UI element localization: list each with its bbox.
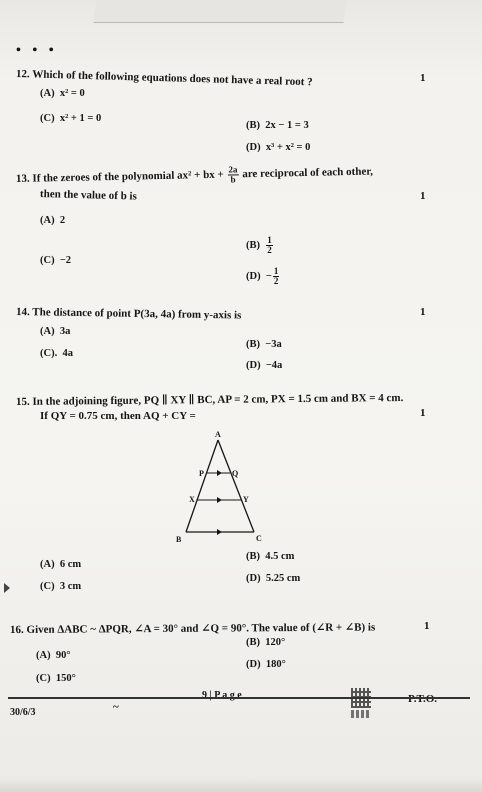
margin-mark xyxy=(4,583,10,593)
footer-rule xyxy=(8,697,470,699)
option-b: (B) −3a xyxy=(246,339,282,350)
question-number: 16. xyxy=(9,623,24,636)
question-number: 12. xyxy=(15,68,30,81)
question-12 xyxy=(16,68,313,89)
question-text: Which of the following equations does not have a real root ? xyxy=(32,68,313,89)
option-d: (D) − $\frac{1}{2}$ xyxy=(246,266,279,286)
option-a: (A) x² = 0 xyxy=(40,88,85,99)
question-text: Given ΔABC ~ ΔPQR, ∠A = 30° and ∠Q = 90°. The value of (∠R + ∠B) is xyxy=(26,621,376,636)
option-a: (A) 6 cm xyxy=(40,559,82,570)
question-13-line2: then the value of b is xyxy=(39,188,138,203)
option-a: (A) 90° xyxy=(36,650,71,661)
question-15-line2: If QY = 0.75 cm, then AQ + CY = xyxy=(40,410,196,422)
question-number: 15. xyxy=(15,395,30,408)
option-a: (A) 3a xyxy=(40,326,71,337)
paper-code: 30/6/3 xyxy=(10,707,36,718)
marks: 1 xyxy=(420,72,426,84)
label-c: C xyxy=(256,534,262,543)
question-14 xyxy=(16,306,242,323)
option-b: (B) 4.5 cm xyxy=(246,551,295,562)
option-c: (C) 150° xyxy=(36,673,76,684)
label-x: X xyxy=(189,495,195,504)
option-c: (C) x² + 1 = 0 xyxy=(40,113,102,124)
question-number: 13. xyxy=(15,172,30,186)
option-d: (D) 5.25 cm xyxy=(246,573,301,584)
qr-code-bottom xyxy=(351,710,371,718)
question-text: If the zeroes of the polynomial ax² + bx + xyxy=(32,168,224,185)
page-bottom-shadow xyxy=(0,778,482,792)
question-number: 14. xyxy=(15,306,30,319)
bullet-dots: • • • xyxy=(16,43,58,58)
page-number: 9 | P a g e xyxy=(202,690,242,701)
option-c: (C) 3 cm xyxy=(40,581,82,592)
option-a: (A) 2 xyxy=(40,215,66,226)
marks: 1 xyxy=(420,190,426,202)
question-16 xyxy=(10,621,375,637)
marks: 1 xyxy=(420,407,426,419)
page-top-edge xyxy=(93,0,346,23)
tilde-mark: ~ xyxy=(113,701,119,713)
question-text-cont: are reciprocal of each other, xyxy=(242,165,374,181)
marks: 1 xyxy=(420,306,426,318)
option-d: (D) 180° xyxy=(246,659,286,670)
fraction: $\frac{2a}{b}$ xyxy=(228,164,238,185)
pto-label: P.T.O. xyxy=(408,693,438,705)
triangle-figure xyxy=(170,428,280,546)
question-15 xyxy=(16,392,403,409)
label-b: B xyxy=(176,535,182,544)
marks: 1 xyxy=(424,620,430,632)
question-text: In the adjoining figure, PQ ∥ XY ∥ BC, AP = 2 cm, PX = 1.5 cm and BX = 4 cm. xyxy=(32,391,404,408)
label-q: Q xyxy=(232,469,239,478)
option-d: (D) x³ + x² = 0 xyxy=(246,142,311,153)
option-d: (D) −4a xyxy=(246,360,283,371)
question-text: The distance of point P(3a, 4a) from y-axis is xyxy=(32,306,242,322)
question-13 xyxy=(16,163,373,189)
option-b: (B) $\frac{1}{2}$ xyxy=(246,235,272,255)
option-c: (C). 4a xyxy=(40,348,73,359)
option-b: (B) 2x − 1 = 3 xyxy=(246,120,309,131)
label-y: Y xyxy=(243,495,249,504)
label-p: P xyxy=(199,469,204,478)
option-b: (B) 120° xyxy=(246,637,286,648)
option-c: (C) −2 xyxy=(40,255,72,266)
label-a: A xyxy=(215,430,221,439)
